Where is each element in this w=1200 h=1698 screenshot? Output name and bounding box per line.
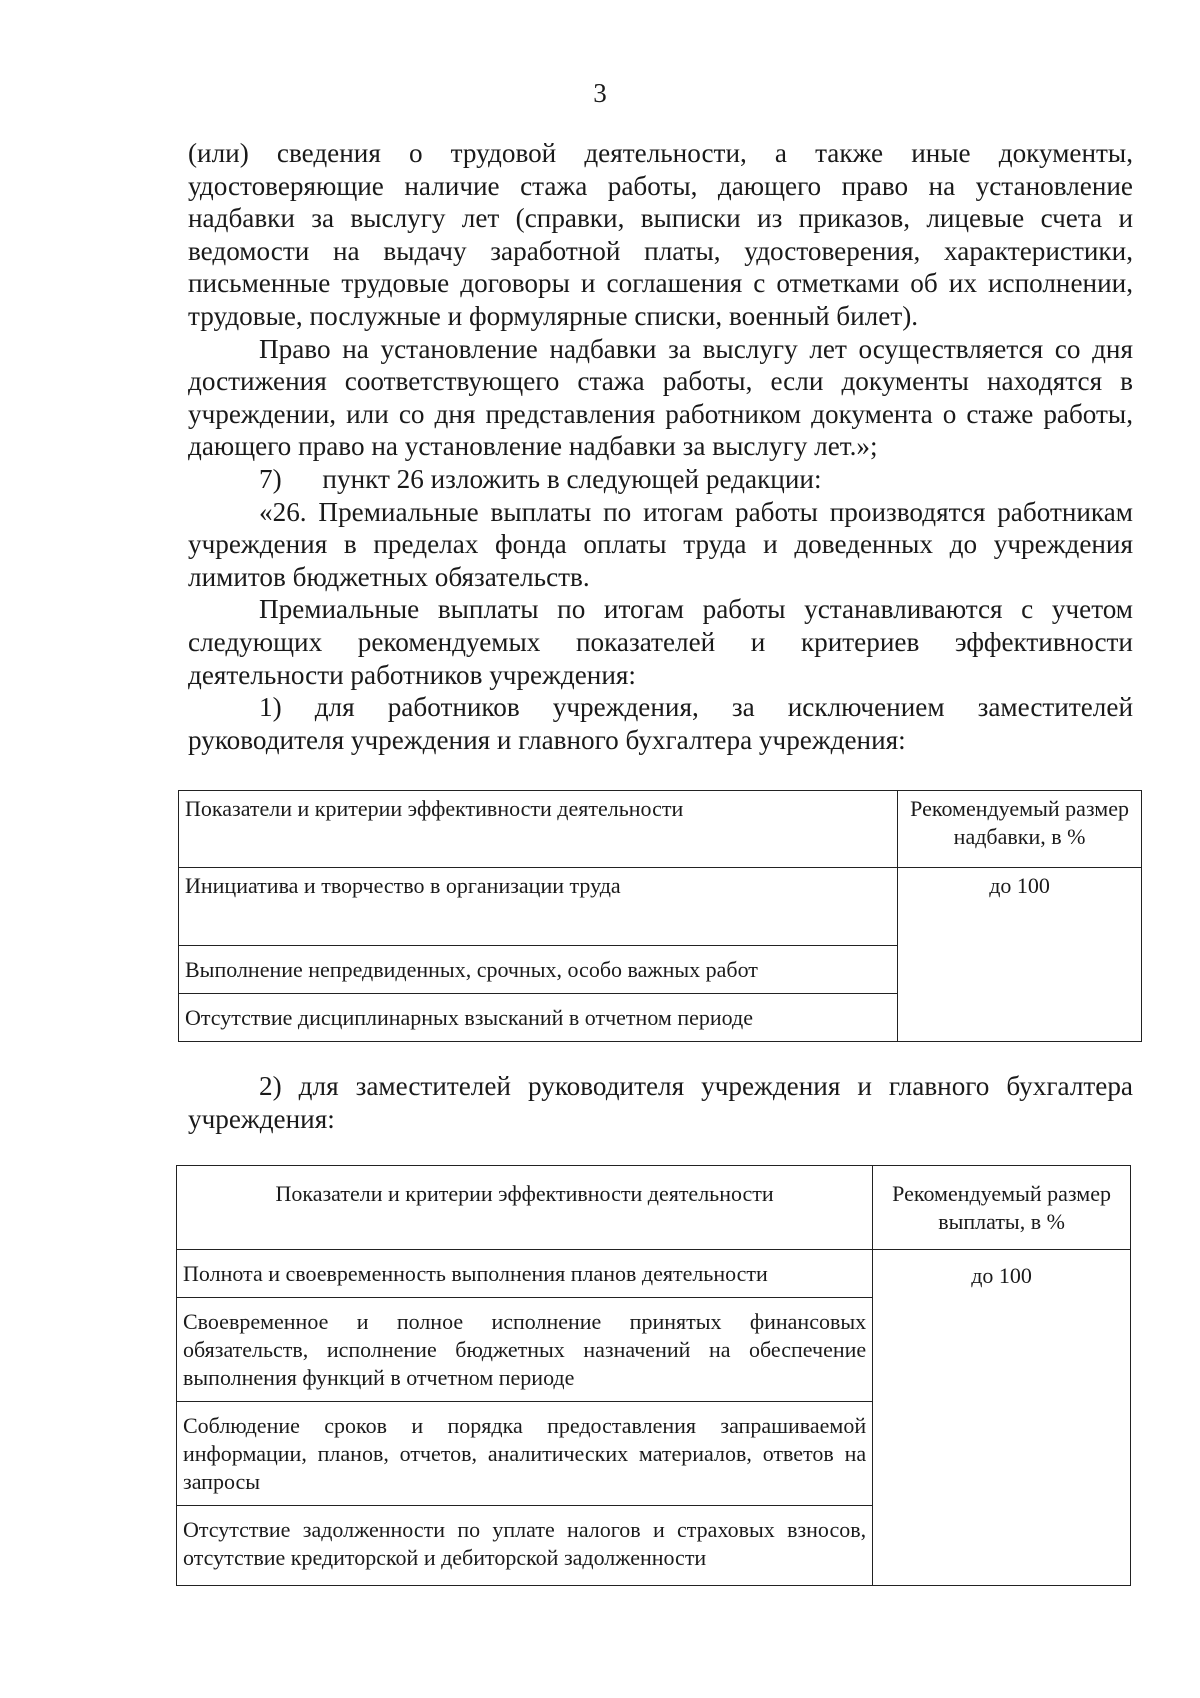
table-value: до 100	[898, 868, 1142, 1042]
table-row: Отсутствие задолженности по уплате налогов и страховых взносов, отсутствие кредиторской и дебиторской задолженности	[177, 1506, 873, 1586]
table-row: Отсутствие дисциплинарных взысканий в отчетном периоде	[179, 994, 898, 1042]
paragraph: 2) для заместителей руководителя учреждения и главного бухгалтера учреждения:	[188, 1071, 1133, 1134]
body-text	[188, 137, 1133, 756]
criteria-table-deputies	[176, 1165, 1131, 1586]
paragraph: Премиальные выплаты по итогам работы устанавливаются с учетом следующих рекомендуемых показателей и критериев эффективности деятельности работников учреждения:	[188, 594, 1133, 690]
paragraph: «26. Премиальные выплаты по итогам работы производятся работникам учреждения в пределах фонда оплаты труда и доведенных до учреждения лимитов бюджетных обязательств.	[188, 496, 1133, 592]
criteria-table-employees	[178, 790, 1142, 1042]
table-row: Инициатива и творчество в организации труда	[179, 868, 898, 946]
table-row: Полнота и своевременность выполнения планов деятельности	[177, 1250, 873, 1298]
paragraph: 1) для работников учреждения, за исключением заместителей руководителя учреждения и главного бухгалтера учреждения:	[188, 692, 1133, 755]
subheading-text	[188, 1070, 1133, 1135]
table-row: Соблюдение сроков и порядка предоставления запрашиваемой информации, планов, отчетов, аналитических материалов, ответов на запросы	[177, 1402, 873, 1506]
table-row: Своевременное и полное исполнение принятых финансовых обязательств, исполнение бюджетных назначений на обеспечение выполнения функций в отчетном периоде	[177, 1298, 873, 1402]
page-number: 3	[593, 78, 607, 108]
paragraph: 7) пункт 26 изложить в следующей редакции:	[259, 463, 822, 494]
table-value: до 100	[873, 1250, 1131, 1586]
table-header-criteria: Показатели и критерии эффективности деятельности	[179, 791, 898, 868]
table-header-size: Рекомендуемый размер надбавки, в %	[898, 791, 1142, 868]
paragraph: Право на установление надбавки за выслугу лет осуществляется со дня достижения соответствующего стажа работы, если документы находятся в учреждении, или со дня представления работником документа о стаже работы, дающего право на установление надбавки за выслугу лет.»;	[188, 333, 1133, 462]
paragraph: (или) сведения о трудовой деятельности, а также иные документы, удостоверяющие наличие стажа работы, дающего право на установление надбавки за выслугу лет (справки, выписки из приказов, лицевые счета и ведомости на выдачу заработной платы, удостоверения, характеристики, письменные трудовые договоры и соглашения с отметками об их исполнении, трудовые, послужные и формулярные списки, военный билет).	[188, 138, 1133, 331]
table-header-criteria: Показатели и критерии эффективности деятельности	[177, 1166, 873, 1250]
table-row: Выполнение непредвиденных, срочных, особо важных работ	[179, 946, 898, 994]
table-header-size: Рекомендуемый размер выплаты, в %	[873, 1166, 1131, 1250]
